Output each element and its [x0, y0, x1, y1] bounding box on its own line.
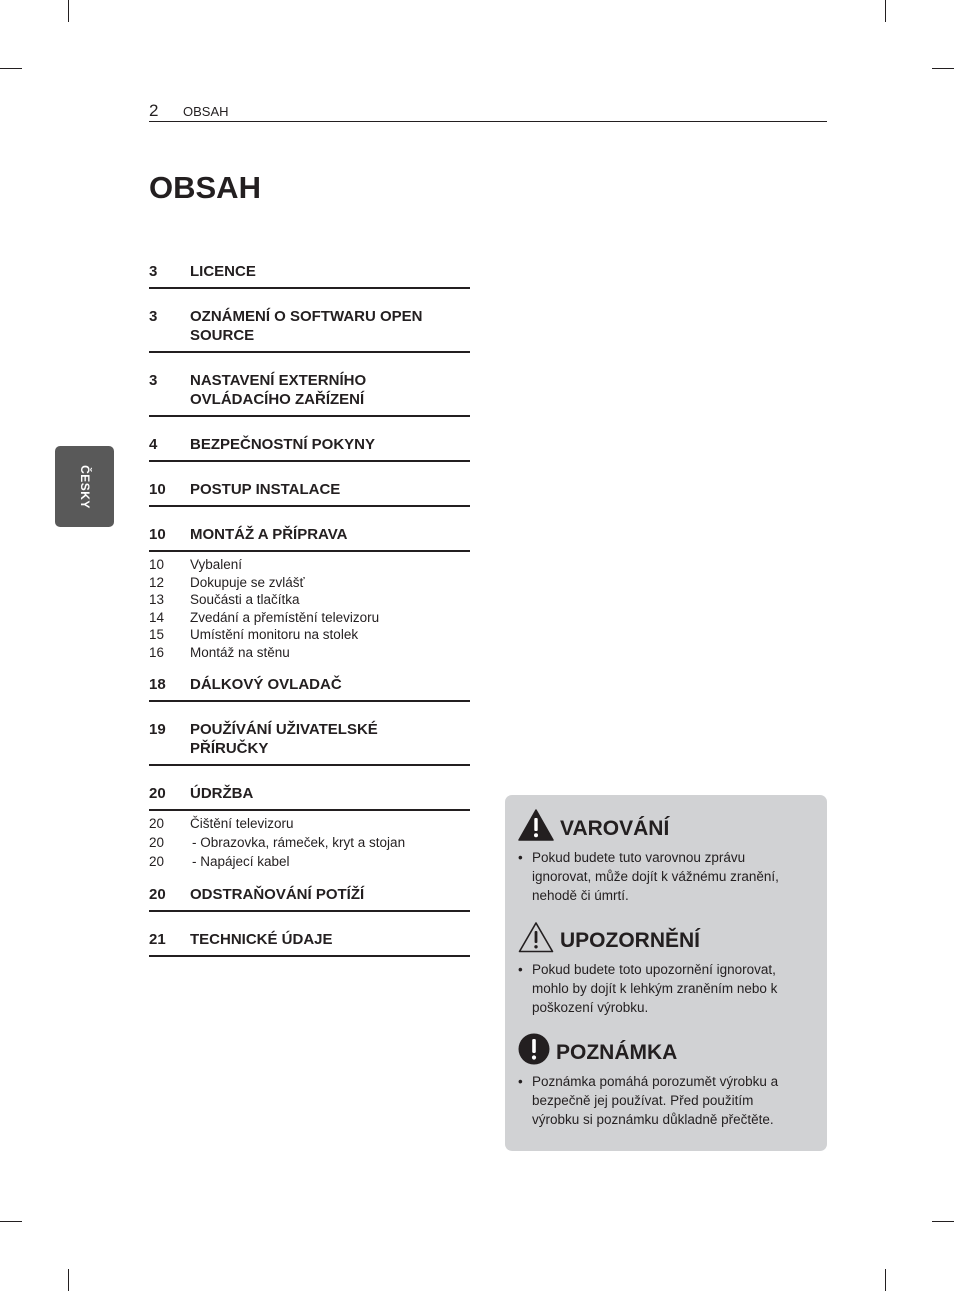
toc-subentry[interactable] [149, 609, 470, 627]
toc-entry[interactable] [149, 525, 470, 552]
toc-sub-page-number: 12 [149, 574, 165, 590]
caution-text: Pokud budete toto upozornění ignorovat, mohlo by dojít k lehkým zraněním nebo k poškození výrobku. [532, 962, 778, 1015]
warning-note [518, 803, 813, 905]
toc-subentry[interactable] [149, 556, 470, 574]
bullet-icon: • [518, 962, 523, 977]
crop-mark [885, 1269, 886, 1291]
toc-page-number: 3 [149, 372, 158, 389]
crop-mark [68, 0, 69, 22]
crop-mark [932, 68, 954, 69]
toc-page-number: 10 [149, 526, 166, 543]
toc-label: TECHNICKÉ ÚDAJE [190, 930, 333, 948]
toc-entry[interactable] [149, 435, 470, 462]
toc-entry[interactable] [149, 371, 470, 417]
toc-sub-label: Dokupuje se zvlášť [190, 574, 305, 590]
info-note [518, 1027, 813, 1129]
toc-page-number: 10 [149, 481, 166, 498]
toc-section [149, 675, 470, 702]
toc-sub-label: - Napájecí kabel [190, 852, 290, 871]
toc-sub-page-number: 13 [149, 592, 165, 607]
toc-entry[interactable] [149, 262, 470, 289]
toc-label: DÁLKOVÝ OVLADAČ [190, 676, 342, 693]
toc-sub-page-number: 20 [149, 816, 165, 831]
toc-sub-label: Zvedání a přemístění televizoru [190, 609, 380, 625]
toc-label: BEZPEČNOSTNÍ POKYNY [190, 436, 376, 453]
toc-subentry[interactable] [149, 574, 470, 592]
toc-section [149, 480, 470, 507]
bullet-icon: • [518, 1074, 523, 1089]
toc-subentry[interactable] [149, 815, 470, 833]
toc-page-number: 18 [149, 676, 166, 693]
crop-mark [68, 1269, 69, 1291]
toc-section [149, 371, 470, 417]
toc-entry[interactable] [149, 307, 470, 353]
toc-sub-label: Montáž na stěnu [190, 644, 290, 660]
toc-section [149, 435, 470, 462]
bullet-icon: • [518, 850, 523, 865]
language-tab [55, 446, 114, 527]
toc-label: MONTÁŽ A PŘÍPRAVA [190, 526, 348, 543]
toc-label: LICENCE [190, 263, 256, 280]
toc-entry[interactable] [149, 675, 470, 702]
toc-subentry[interactable] [149, 591, 470, 609]
toc-entry[interactable] [149, 784, 470, 811]
warning-title: VAROVÁNÍ [560, 817, 670, 840]
toc-label: POSTUP INSTALACE [190, 481, 341, 498]
toc-subentry[interactable] [149, 626, 470, 644]
toc-label: ODSTRAŇOVÁNÍ POTÍŽÍ [190, 885, 365, 903]
running-header: OBSAH [183, 104, 229, 119]
note-text: Poznámka pomáhá porozumět výrobku a bezpečně jej používat. Před použitím výrobku si poznámku důkladně přečtěte. [532, 1074, 779, 1127]
toc-subentry[interactable] [149, 644, 470, 662]
toc-entry[interactable] [149, 720, 470, 766]
note-title: POZNÁMKA [556, 1041, 678, 1064]
toc-sub-label: - Obrazovka, rámeček, kryt a stojan [190, 833, 405, 852]
caution-note [518, 915, 813, 1017]
toc-entry[interactable] [149, 885, 470, 912]
warning-text: Pokud budete tuto varovnou zprávu ignorovat, může dojít k vážnému zranění, nehodě či úmrtí. [532, 850, 779, 903]
toc-page-number: 3 [149, 263, 158, 280]
crop-mark [0, 1221, 22, 1222]
toc-section [149, 930, 470, 957]
toc-section [149, 720, 470, 766]
toc-sub-page-number: 20 [149, 853, 165, 869]
toc-section [149, 525, 470, 661]
toc-subentry[interactable] [149, 852, 470, 871]
toc-page-number: 20 [149, 785, 166, 802]
toc-sub-label: Čištění televizoru [190, 816, 294, 831]
notes-box [505, 795, 827, 1151]
toc-label: ÚDRŽBA [190, 785, 254, 802]
toc-entry[interactable] [149, 930, 470, 957]
page-number: 2 [149, 101, 159, 120]
warning-triangle-filled-icon [518, 809, 554, 841]
crop-mark [932, 1221, 954, 1222]
exclamation-circle-icon [518, 1033, 550, 1065]
page-title: OBSAH [149, 170, 261, 205]
header-rule [149, 121, 827, 122]
toc-sub-page-number: 14 [149, 609, 165, 625]
toc-page-number: 19 [149, 721, 166, 738]
toc-sub-page-number: 20 [149, 834, 165, 850]
toc-sub-page-number: 10 [149, 557, 165, 572]
toc-section [149, 307, 470, 353]
toc-subentries [149, 552, 470, 661]
toc-sub-label: Umístění monitoru na stolek [190, 627, 359, 642]
table-of-contents [149, 262, 470, 975]
toc-sub-page-number: 15 [149, 627, 165, 642]
toc-section [149, 885, 470, 912]
toc-label: OZNÁMENÍ O SOFTWARU OPEN SOURCE [190, 308, 423, 344]
toc-sub-label: Vybalení [190, 557, 243, 572]
toc-page-number: 3 [149, 308, 158, 325]
crop-mark [0, 68, 22, 69]
toc-page-number: 21 [149, 930, 166, 948]
toc-subentries [149, 811, 470, 871]
toc-section [149, 784, 470, 871]
caution-title: UPOZORNĚNÍ [560, 929, 701, 952]
toc-sub-page-number: 16 [149, 644, 165, 660]
language-tab-label: ČESKY [77, 464, 92, 509]
toc-page-number: 20 [149, 885, 166, 903]
crop-mark [885, 0, 886, 22]
toc-entry[interactable] [149, 480, 470, 507]
toc-subentry[interactable] [149, 833, 470, 852]
caution-triangle-outline-icon [518, 921, 554, 953]
toc-sub-label: Součásti a tlačítka [190, 592, 300, 607]
toc-page-number: 4 [149, 436, 158, 453]
toc-section [149, 262, 470, 289]
toc-label: NASTAVENÍ EXTERNÍHO OVLÁDACÍHO ZAŘÍZENÍ [190, 372, 367, 408]
toc-label: POUŽÍVÁNÍ UŽIVATELSKÉ PŘÍRUČKY [190, 721, 378, 757]
